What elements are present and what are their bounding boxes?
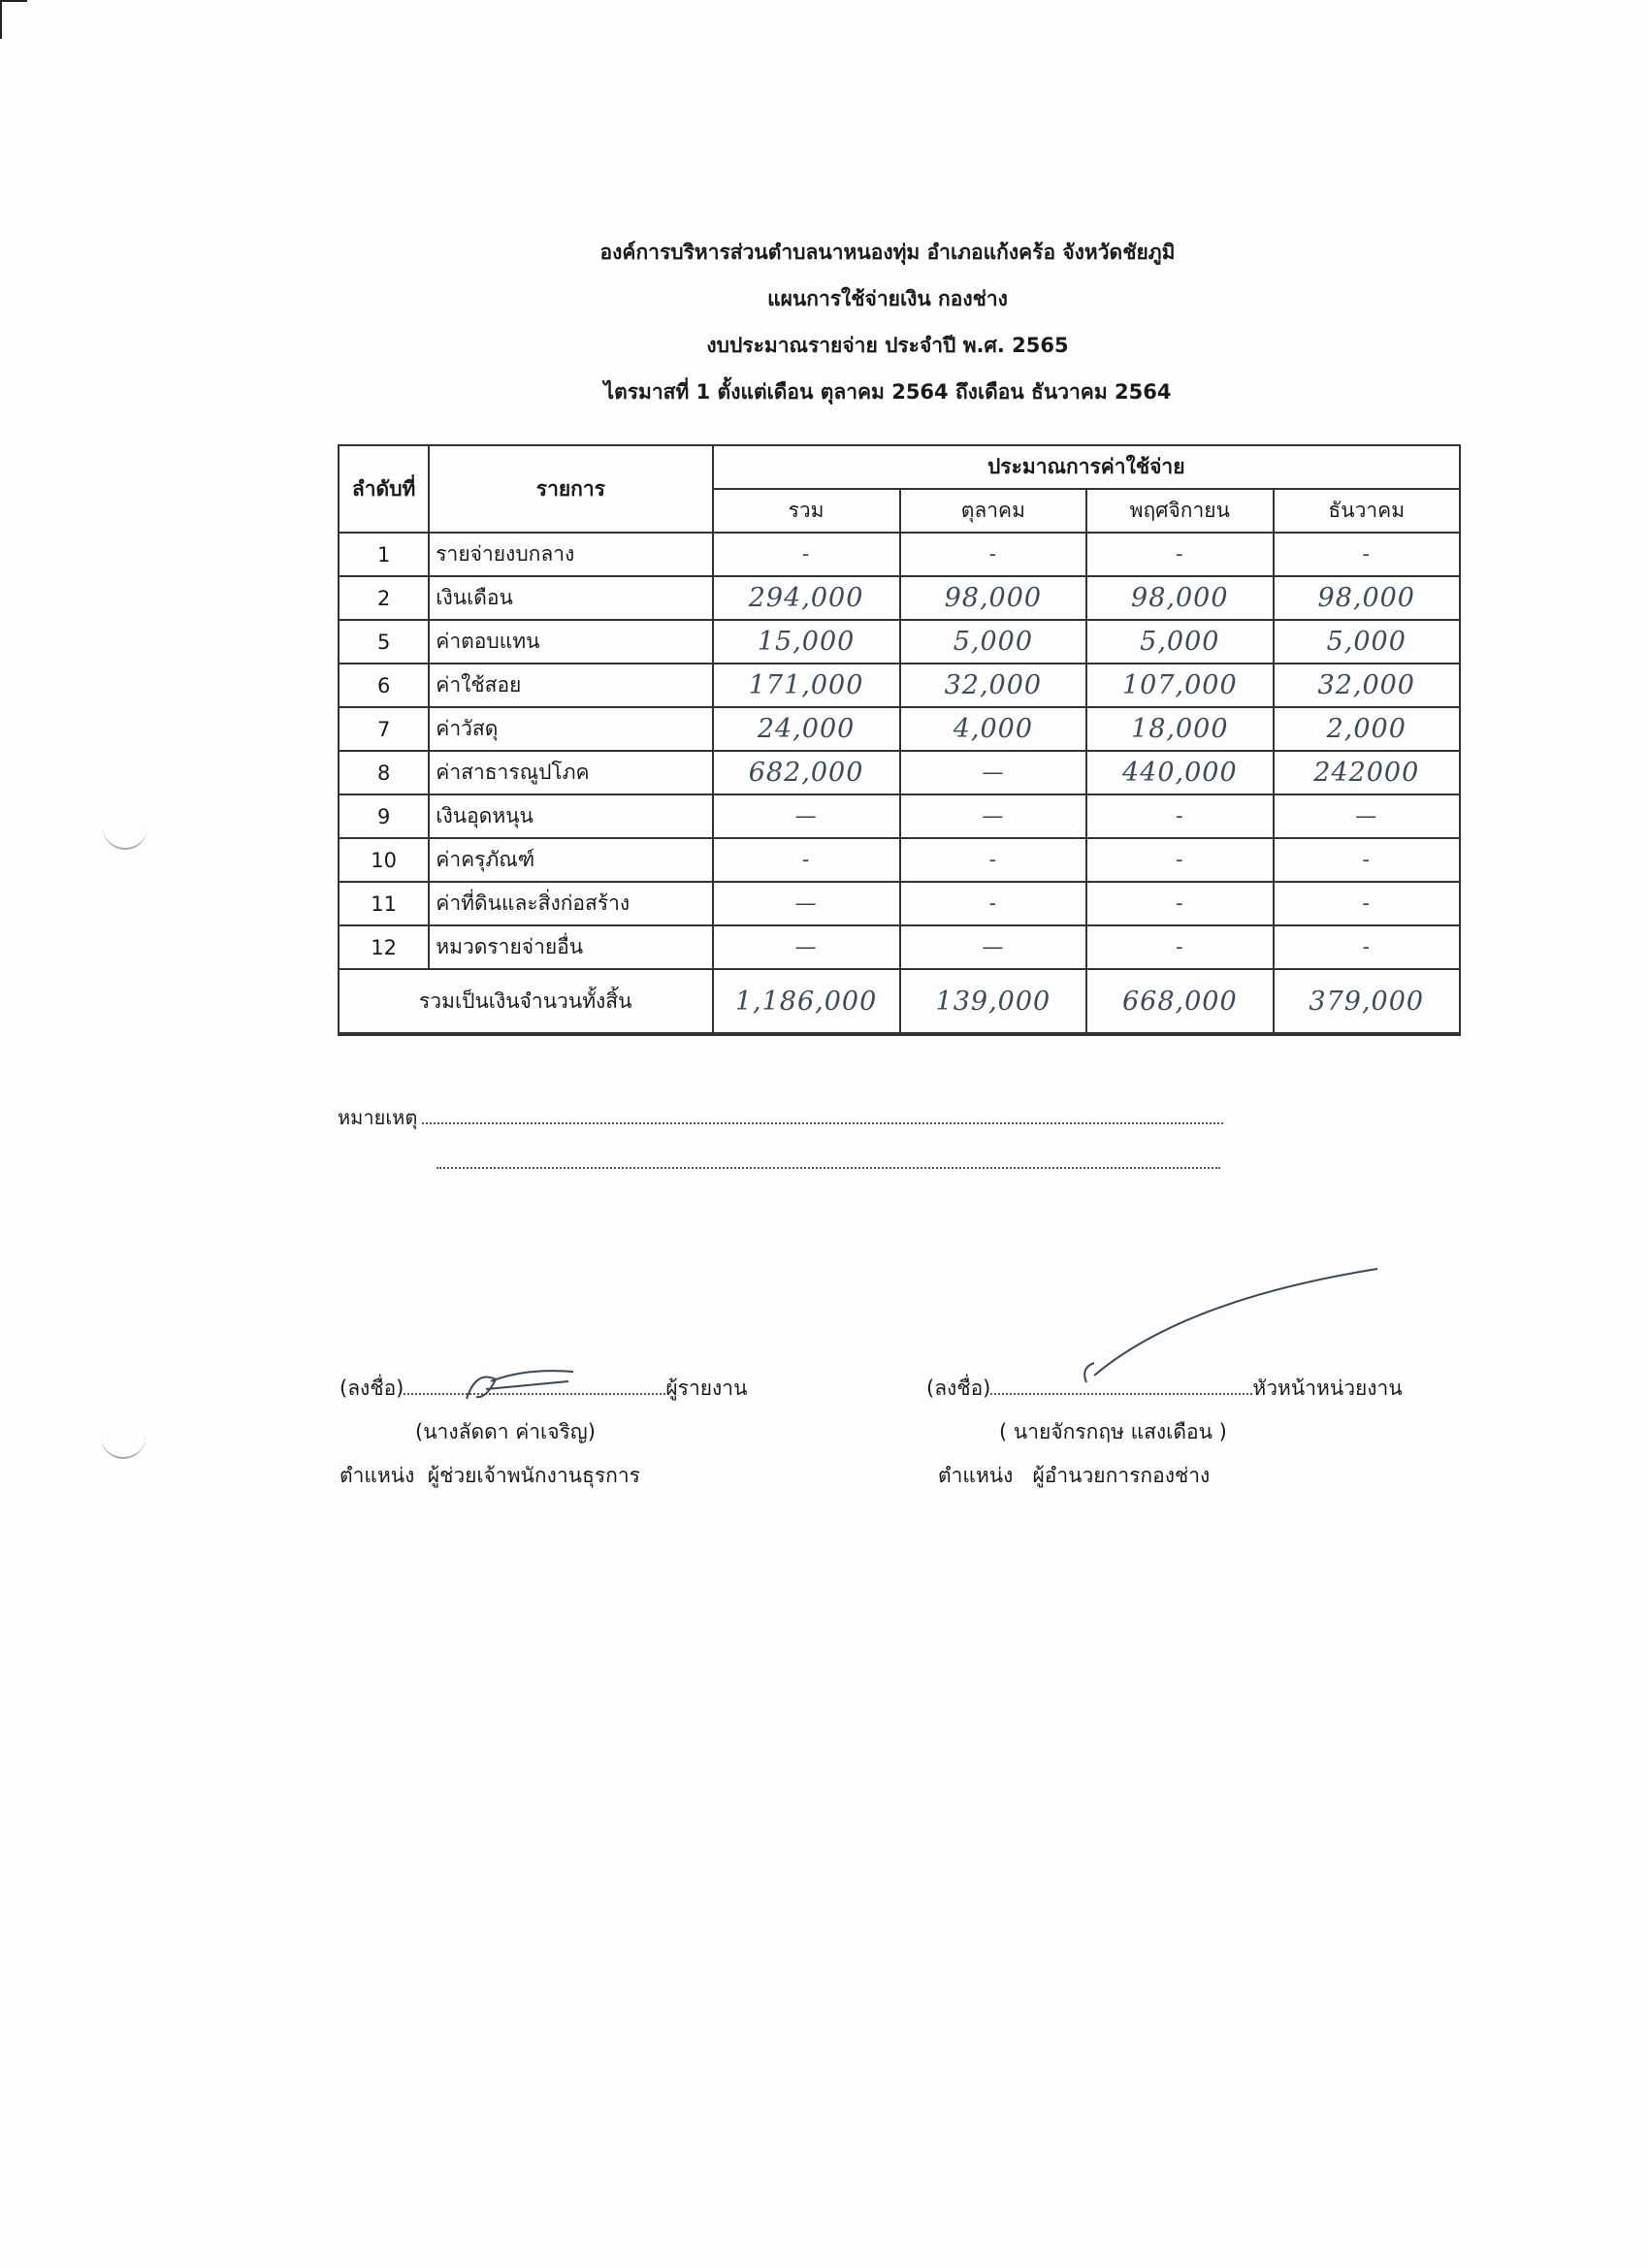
row-total: 682,000 (713, 751, 900, 794)
col-header-no: ลำดับที่ (339, 445, 429, 533)
row-number: 7 (339, 707, 429, 751)
row-october: — (900, 751, 1086, 794)
table-row (339, 576, 1460, 620)
note-line (436, 1167, 1220, 1169)
row-november: - (1086, 882, 1273, 925)
left-signature-dots (404, 1393, 665, 1395)
row-total: — (713, 882, 900, 925)
left-position-label: ตำแหน่ง (340, 1464, 415, 1487)
row-october: - (900, 882, 1086, 925)
row-october: — (900, 925, 1086, 969)
row-december: 2,000 (1274, 707, 1460, 751)
row-item: ค่าใช้สอย (429, 664, 712, 707)
row-number: 2 (339, 576, 429, 620)
right-signature-scribble (1067, 1261, 1387, 1387)
row-december: — (1274, 794, 1460, 838)
row-number: 1 (339, 533, 429, 576)
row-december: 32,000 (1274, 664, 1460, 707)
row-december: 242000 (1274, 751, 1460, 794)
header-budget-year: งบประมาณรายจ่าย ประจำปี พ.ศ. 2565 (706, 334, 1069, 357)
row-item: ค่าครุภัณฑ์ (429, 838, 712, 882)
total-october: 139,000 (900, 969, 1086, 1034)
row-item: เงินเดือน (429, 576, 712, 620)
row-total: 171,000 (713, 664, 900, 707)
table-row (339, 882, 1460, 925)
table-row (339, 707, 1460, 751)
row-november: - (1086, 925, 1273, 969)
row-december: 5,000 (1274, 620, 1460, 664)
row-item: ค่าสาธารณูปโภค (429, 751, 712, 794)
row-october: 4,000 (900, 707, 1086, 751)
row-november: - (1086, 794, 1273, 838)
row-november: 5,000 (1086, 620, 1273, 664)
table-row (339, 664, 1460, 707)
row-number: 9 (339, 794, 429, 838)
row-october: — (900, 794, 1086, 838)
right-position-label: ตำแหน่ง (938, 1464, 1014, 1487)
row-item: ค่าที่ดินและสิ่งก่อสร้าง (429, 882, 712, 925)
row-number: 12 (339, 925, 429, 969)
header-plan-title: แผนการใช้จ่ายเงิน กองช่าง (767, 287, 1008, 310)
right-position: ผู้อำนวยการกองช่าง (1032, 1464, 1211, 1487)
total-label: รวมเป็นเงินจำนวนทั้งสิ้น (339, 969, 713, 1034)
punch-hole-mark (101, 1434, 146, 1459)
col-header-october: ตุลาคม (900, 489, 1086, 533)
row-item: รายจ่ายงบกลาง (429, 533, 712, 576)
row-item: เงินอุดหนุน (429, 794, 712, 838)
right-name: ( นายจักรกฤษ แสงเดือน ) (999, 1420, 1227, 1443)
col-header-item: รายการ (429, 445, 712, 533)
scan-corner-mark-vertical (0, 0, 2, 39)
row-november: 18,000 (1086, 707, 1273, 751)
total-row (339, 969, 1460, 1034)
right-signature-line (926, 1373, 1403, 1405)
row-number: 8 (339, 751, 429, 794)
right-position-line (938, 1460, 1210, 1492)
row-number: 10 (339, 838, 429, 882)
row-item: หมวดรายจ่ายอื่น (429, 925, 712, 969)
row-number: 6 (339, 664, 429, 707)
row-november: 107,000 (1086, 664, 1273, 707)
total-november: 668,000 (1086, 969, 1273, 1034)
right-signature-dots (990, 1393, 1252, 1395)
punch-hole-mark (103, 825, 147, 850)
row-december: 98,000 (1274, 576, 1460, 620)
row-december: - (1274, 533, 1460, 576)
col-header-december: ธันวาคม (1274, 489, 1460, 533)
col-header-estimate: ประมาณการค่าใช้จ่าย (713, 445, 1461, 489)
row-october: - (900, 533, 1086, 576)
left-signature-line (340, 1373, 747, 1405)
row-number: 5 (339, 620, 429, 664)
header-organization: องค์การบริหารส่วนตำบลนาหนองทุ่ม อำเภอแก้งคร้อ จังหวัดชัยภูมิ (599, 241, 1176, 264)
right-sign-label: (ลงชื่อ) (926, 1377, 991, 1400)
table-row (339, 620, 1460, 664)
row-november: 98,000 (1086, 576, 1273, 620)
total-december: 379,000 (1274, 969, 1460, 1034)
scan-corner-mark (0, 0, 27, 2)
document-header (0, 229, 1649, 415)
row-october: 98,000 (900, 576, 1086, 620)
row-total: - (713, 838, 900, 882)
table-row (339, 533, 1460, 576)
table-row (339, 794, 1460, 838)
row-total: — (713, 794, 900, 838)
row-november: - (1086, 838, 1273, 882)
left-role: ผู้รายงาน (665, 1377, 748, 1400)
left-sign-label: (ลงชื่อ) (340, 1377, 404, 1400)
row-total: 24,000 (713, 707, 900, 751)
row-december: - (1274, 882, 1460, 925)
left-signature-scribble (457, 1360, 583, 1409)
row-total: - (713, 533, 900, 576)
row-october: 32,000 (900, 664, 1086, 707)
row-total: 15,000 (713, 620, 900, 664)
right-role: หัวหน้าหน่วยงาน (1252, 1377, 1403, 1400)
row-total: 294,000 (713, 576, 900, 620)
row-november: 440,000 (1086, 751, 1273, 794)
row-total: — (713, 925, 900, 969)
table-row (339, 838, 1460, 882)
row-number: 11 (339, 882, 429, 925)
row-item: ค่าตอบแทน (429, 620, 712, 664)
left-position-line (340, 1460, 640, 1492)
note-label: หมายเหตุ (338, 1106, 418, 1129)
total-sum: 1,186,000 (713, 969, 900, 1034)
note-line (422, 1122, 1223, 1124)
budget-table (338, 444, 1461, 1036)
left-name: (นางลัดดา ค่าเจริญ) (415, 1420, 596, 1443)
row-october: - (900, 838, 1086, 882)
row-december: - (1274, 925, 1460, 969)
row-october: 5,000 (900, 620, 1086, 664)
col-header-total: รวม (713, 489, 900, 533)
row-november: - (1086, 533, 1273, 576)
col-header-november: พฤศจิกายน (1086, 489, 1273, 533)
left-position: ผู้ช่วยเจ้าพนักงานธุรการ (427, 1464, 640, 1487)
table-row (339, 925, 1460, 969)
header-quarter: ไตรมาสที่ 1 ตั้งแต่เดือน ตุลาคม 2564 ถึงเดือน ธันวาคม 2564 (603, 380, 1172, 404)
row-item: ค่าวัสดุ (429, 707, 712, 751)
row-december: - (1274, 838, 1460, 882)
table-row (339, 751, 1460, 794)
